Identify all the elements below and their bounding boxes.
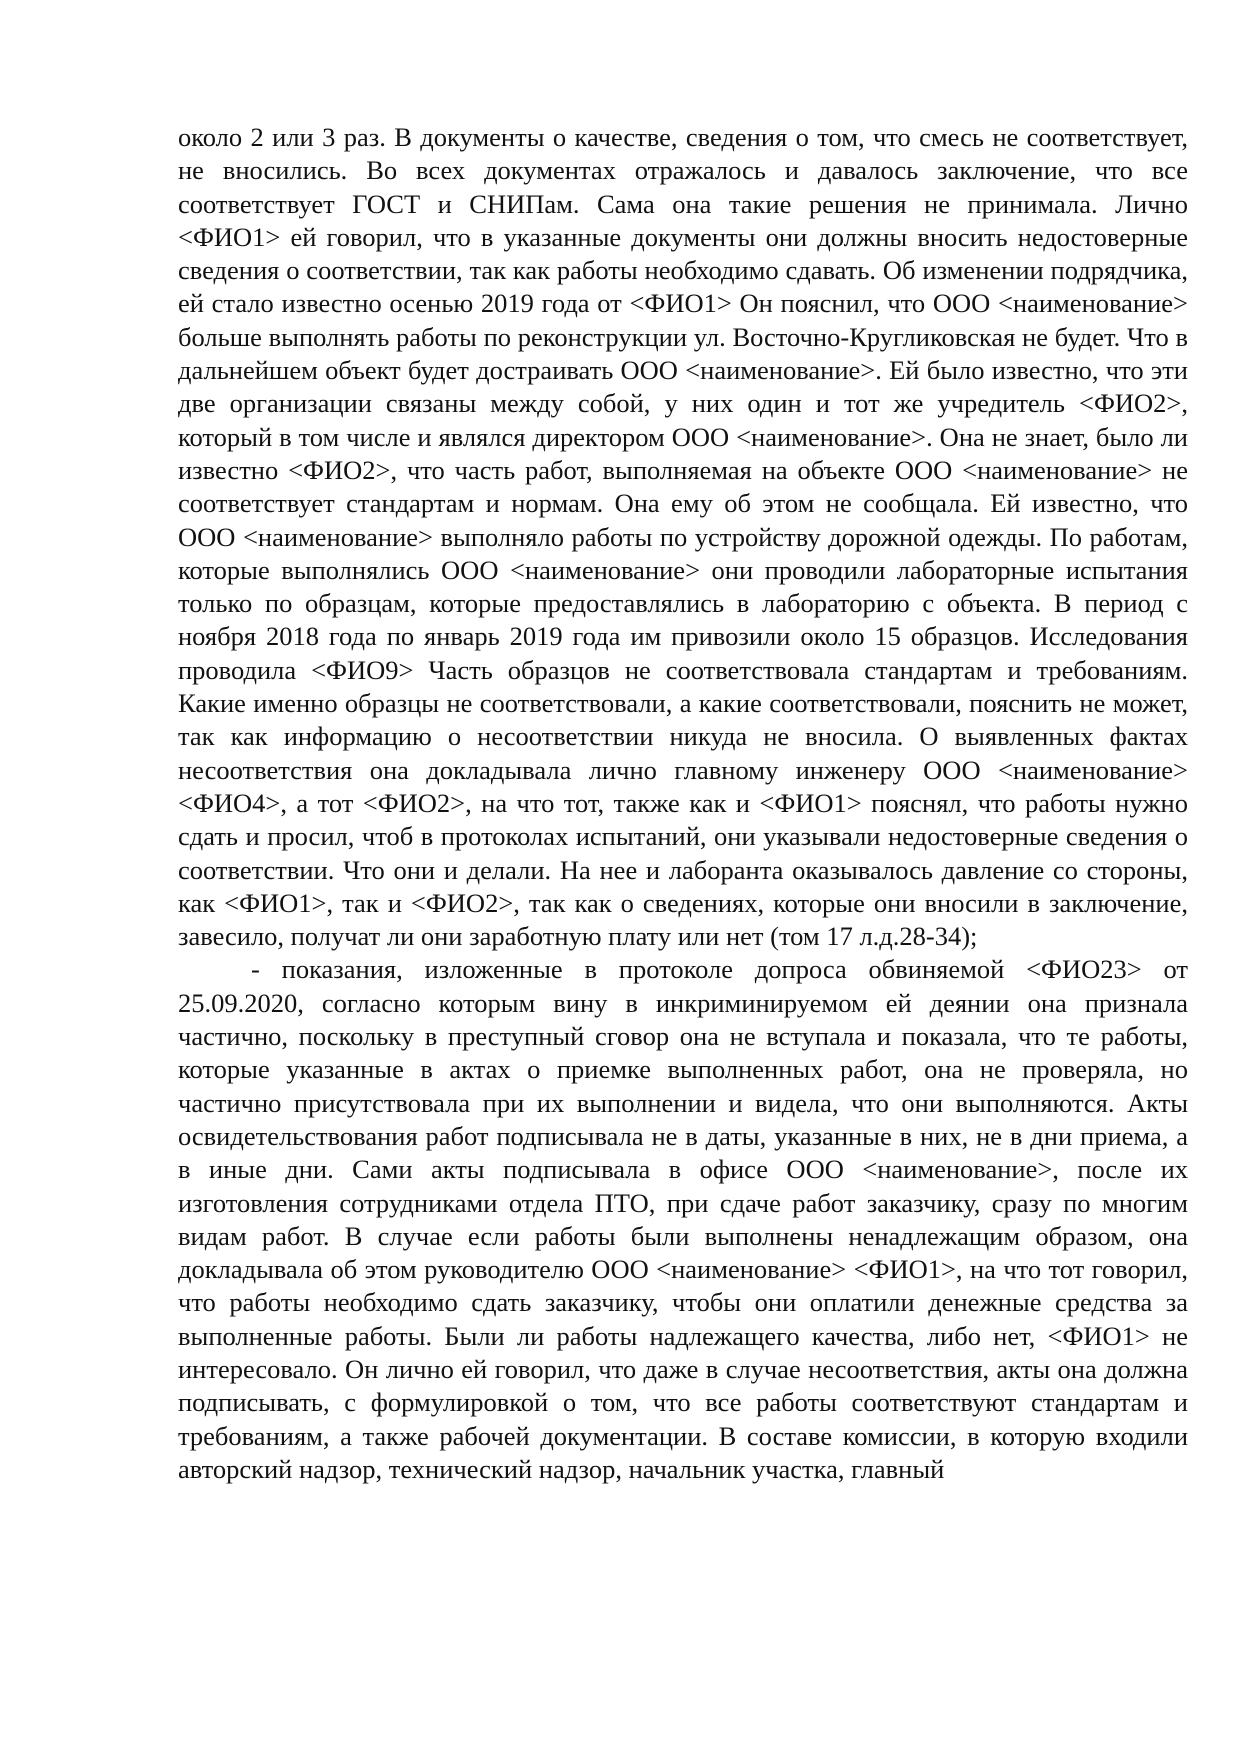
paragraph-accused-testimony: - показания, изложенные в протоколе допроса обвиняемой <ФИО23> от 25.09.2020, согласно которым вину в инкриминируемом ей деянии она признала частично, поскольку в преступный сговор она не вступала и показала, что те работы, которые указанные в актах о приемке выполненных работ, она не проверяла, но частично присутствовала при их выполнении и видела, что они выполняются. Акты освидетельствования работ подписывала не в даты, указанные в них, не в дни приема, а в иные дни. Сами акты подписывала в офисе ООО <наименование>, после их изготовления сотрудниками отдела ПТО, при сдаче работ заказчику, сразу по многим видам работ. В случае если работы были выполнены ненадлежащим образом, она докладывала об этом руководителю ООО <наименование> <ФИО1>, на что тот говорил, что работы необходимо сдать заказчику, чтобы они оплатили денежные средства за выполненные работы. Были ли работы надлежащего качества, либо нет, <ФИО1> не интересовало. Он лично ей говорил, что даже в случае несоответствия, акты она должна подписывать, с формулировкой о том, что все работы соответствуют стандартам и требованиям, а также рабочей документации. В составе комиссии, в которую входили авторский надзор, технический надзор, начальник участка, главный — [178, 954, 1188, 1484]
paragraph-testimony-continuation: около 2 или 3 раз. В документы о качестве, сведения о том, что смесь не соответствует, не вносились. Во всех документах отражалось и давалось заключение, что все соответствует ГОСТ и СНИПам. Сама она такие решения не принимала. Лично <ФИО1> ей говорил, что в указанные документы они должны вносить недостоверные сведения о соответствии, так как работы необходимо сдавать. Об изменении подрядчика, ей стало известно осенью 2019 года от <ФИО1> Он пояснил, что ООО <наименование> больше выполнять работы по реконструкции ул. Восточно-Кругликовская не будет. Что в дальнейшем объект будет достраивать ООО <наименование>. Ей было известно, что эти две организации связаны между собой, у них один и тот же учредитель <ФИО2>, который в том числе и являлся директором ООО <наименование>. Она не знает, было ли известно <ФИО2>, что часть работ, выполняемая на объекте ООО <наименование> не соответствует стандартам и нормам. Она ему об этом не сообщала. Ей известно, что ООО <наименование> выполняло работы по устройству дорожной одежды. По работам, которые выполнялись ООО <наименование> они проводили лабораторные испытания только по образцам, которые предоставлялись в лабораторию с объекта. В период с ноября 2018 года по январь 2019 года им привозили около 15 образцов. Исследования проводила <ФИО9> Часть образцов не соответствовала стандартам и требованиям. Какие именно образцы не соответствовали, а какие соответствовали, пояснить не может, так как информацию о несоответствии никуда не вносила. О выявленных фактах несоответствия она докладывала лично главному инженеру ООО <наименование> <ФИО4>, а тот <ФИО2>, на что тот, также как и <ФИО1> пояснял, что работы нужно сдать и просил, чтоб в протоколах испытаний, они указывали недостоверные сведения о соответствии. Что они и делали. На нее и лаборанта оказывалось давление со стороны, как <ФИО1>, так и <ФИО2>, так как о сведениях, которые они вносили в заключение, завесило, получат ли они заработную плату или нет (том 17 л.д.28-34); — [178, 122, 1188, 952]
document-body — [178, 121, 1188, 1486]
